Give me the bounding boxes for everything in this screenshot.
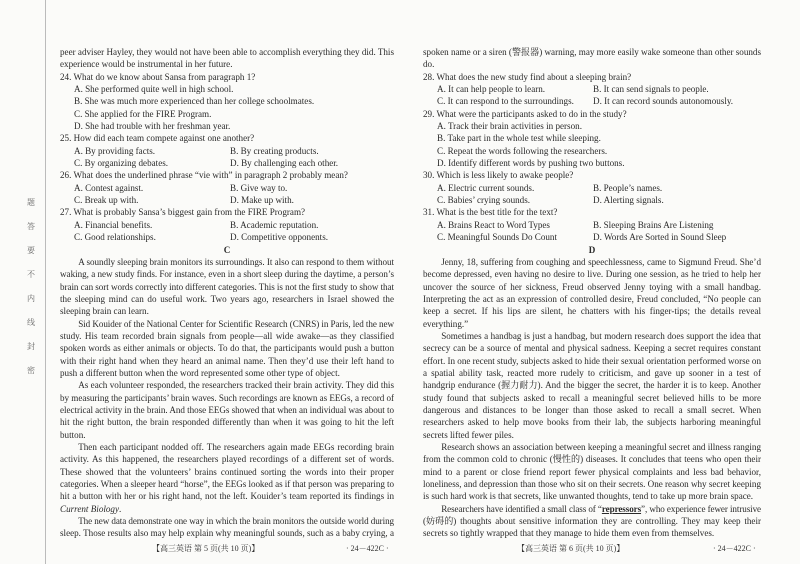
paragraph-line: a spatial ability task, reacted more rudely to criticism, and gave up sooner in a test of bbox=[423, 367, 761, 378]
answer-option: A. It can help people to learn. bbox=[437, 84, 546, 95]
option-row bbox=[423, 95, 761, 107]
question-stem: 27. What is probably Sansa’s biggest gain from the FIRE Program? bbox=[60, 207, 306, 218]
answer-option: A. Contest against. bbox=[74, 182, 144, 193]
answer-option: C. She applied for the FIRE Program. bbox=[74, 108, 212, 119]
paragraph-line: The new data demonstrate one way in which the brain monitors the outside world during bbox=[78, 516, 394, 527]
paragraph-line: Jenny, 18, suffering from coughing and speechlessness, came to Sigmund Freud. She’d bbox=[441, 256, 761, 267]
paragraph bbox=[423, 441, 761, 503]
page-6-column bbox=[423, 46, 761, 540]
paragraph-line: These showed that the volunteers’ brains continued sorting the words into their proper bbox=[60, 466, 394, 477]
question-stem: 26. What does the underlined phrase “vie with” in paragraph 2 probably mean? bbox=[60, 170, 348, 181]
paragraph bbox=[60, 441, 394, 515]
paragraph-line: Sometimes a handbag is just a handbag, but modern research does support the idea that bbox=[441, 330, 761, 341]
paragraph-line: Sid Kouider of the National Center for Scientific Research (CNRS) in Paris, led the new bbox=[78, 318, 394, 329]
question bbox=[423, 71, 761, 108]
paragraph bbox=[423, 503, 761, 540]
paragraph-line: from the common cold to chronic (慢性的) diseases. It concludes that teens who open their bbox=[423, 454, 761, 465]
question-stem: 28. What does the new study find about a sleeping brain? bbox=[423, 71, 632, 82]
answer-option: D. She had trouble with her freshman year. bbox=[74, 121, 231, 132]
answer-option: D. Competitive opponents. bbox=[230, 232, 329, 243]
paragraph-line: keep a secret. If his lips are silent, he chatters with his finger-tips; the details reveal bbox=[423, 306, 761, 317]
paragraph-line: hit the right button, the brain responded differently than when it was going to hit the left bbox=[60, 417, 394, 428]
paragraph-line: categories. When a sleeper heard “horse”, the EEGs looked as if that person was preparing to bbox=[60, 479, 394, 490]
paragraph-line: with their right hand when they heard an animal name. Then they’d use their left hand to bbox=[60, 355, 394, 366]
paragraph-line: effort. In one recent study, subjects asked to hide their sexual orientation performed worse on bbox=[423, 355, 761, 366]
paragraph-line: secrecy can be a source of mental and physical sadness. Keeping a secret requires constant bbox=[423, 343, 761, 354]
paragraph-line: dangerous and distances to be longer than those asked to recall a small secret. When bbox=[423, 404, 761, 415]
paragraph-line bbox=[60, 503, 394, 515]
question bbox=[60, 206, 394, 243]
paragraph bbox=[423, 330, 761, 441]
text-segment: ”, who experience fewer intrusive bbox=[641, 503, 761, 514]
page-5-column bbox=[60, 46, 394, 540]
answer-option: C. Meaningful Sounds Do Count bbox=[437, 232, 557, 243]
paragraph-line: everything.” bbox=[423, 318, 469, 329]
page-5-footer-code: · 24－422C · bbox=[346, 544, 389, 553]
answer-option: B. Take part in the whole test while sleeping. bbox=[437, 133, 601, 144]
answer-option: D. Identify different words by pushing two buttons. bbox=[437, 158, 625, 169]
question-stem: 31. What is the best title for the text? bbox=[423, 207, 558, 218]
paragraph-line: hit a button with her or his right hand, not the left. Kouider’s team reported its findings in bbox=[60, 491, 394, 502]
paragraph-line: spoken name or a siren (警报器) warning, may more easily wake someone than other sounds bbox=[423, 47, 761, 57]
answer-option: A. Financial benefits. bbox=[74, 219, 153, 230]
paragraph-line: As each volunteer responded, the researchers tracked their brain activity. They did this bbox=[78, 380, 394, 391]
binding-char: 答 bbox=[27, 222, 35, 231]
answer-option: B. It can send signals to people. bbox=[593, 84, 709, 95]
paragraph bbox=[423, 256, 761, 330]
answer-option: C. Babies’ crying sounds. bbox=[437, 195, 531, 206]
paragraph-line: mind to a parent or close friend report fewer physical complaints and less bad behavior, bbox=[423, 466, 761, 477]
paragraph-line: researchers asked to help move books from their lab, the subjects harboring meaningful bbox=[423, 417, 761, 428]
paragraph-line: study found that subjects asked to recall a meaningful secret believed hills to be more bbox=[423, 392, 761, 403]
paragraph-line: button. bbox=[60, 429, 86, 440]
paragraph-line: secrets so tightly wrapped that they manage to hide them even from themselves. bbox=[423, 528, 715, 539]
paragraph bbox=[60, 379, 394, 441]
answer-option: C. Break up with. bbox=[74, 195, 139, 206]
keyword-repressors: repressors bbox=[601, 503, 642, 514]
question-stem: 24. What do we know about Sansa from paragraph 1? bbox=[60, 71, 256, 82]
text-segment: Researchers have identified a small class of “ bbox=[441, 503, 602, 514]
paragraph-line: spoken words as either animals or objects. To do that, the participants would push a button bbox=[60, 343, 394, 354]
option-row bbox=[423, 219, 761, 231]
question bbox=[423, 169, 761, 206]
option-row bbox=[60, 219, 394, 231]
paragraph-line: sleep. Those results also may help explain why meaningful sounds, such as a baby crying, a bbox=[60, 528, 394, 539]
paragraph-line: is such hard work is that secrets, like unwanted thoughts, tend to take up more brain space. bbox=[423, 491, 754, 502]
option-row bbox=[60, 231, 394, 243]
binding-char: 线 bbox=[27, 318, 35, 327]
paragraph-line: become depressed, even having no desire to live. During one session, as he tried to help her bbox=[423, 269, 761, 280]
paragraph-line: do. bbox=[423, 59, 435, 70]
paragraph-line: push a different button when the word represented some other type of object. bbox=[60, 367, 340, 378]
option-row bbox=[60, 157, 394, 169]
paragraph-line: by measuring the participants’ brain waves. Such recordings are known as EEGs, a record of bbox=[60, 392, 394, 403]
paragraph bbox=[60, 256, 394, 318]
answer-option: B. By creating products. bbox=[230, 145, 319, 156]
paragraph-line: A soundly sleeping brain monitors its surroundings. It also can respond to them without bbox=[78, 256, 394, 267]
question-stem: 30. Which is less likely to awake people? bbox=[423, 170, 574, 181]
answer-option: A. By providing facts. bbox=[74, 145, 156, 156]
binding-char: 不 bbox=[27, 270, 35, 279]
paragraph-line: loneliness, and depression than those who sit on their secrets. One reason why secret keeping bbox=[423, 479, 761, 490]
paragraph-line: the sleeping mind can do useful work. Two years ago, researchers in Israel showed the bbox=[60, 293, 394, 304]
answer-option: C. Good relationships. bbox=[74, 232, 156, 243]
answer-option: C. By organizing debates. bbox=[74, 158, 169, 169]
section-heading: D bbox=[588, 244, 596, 255]
answer-option: A. She performed quite well in high school. bbox=[74, 84, 234, 95]
answer-option: B. She was much more experienced than her college schoolmates. bbox=[74, 96, 315, 107]
option-row bbox=[423, 182, 761, 194]
paragraph-line: waking, a new study finds. For instance, even in a short sleep during the daytime, a person’s bbox=[60, 269, 394, 280]
answer-option: A. Electric current sounds. bbox=[437, 182, 535, 193]
paragraph bbox=[60, 318, 394, 380]
binding-margin-line bbox=[45, 0, 46, 564]
answer-option: B. Academic reputation. bbox=[230, 219, 319, 230]
page-5-footer-title: 【高三英语 第 5 页(共 10 页)】 bbox=[152, 544, 260, 553]
question bbox=[60, 169, 394, 206]
paragraph-line: activity. As this happened, the researchers played recordings of a different set of words. bbox=[60, 454, 394, 465]
question bbox=[423, 108, 761, 170]
answer-option: D. Make up with. bbox=[230, 195, 294, 206]
question bbox=[60, 71, 394, 133]
answer-option: D. Alerting signals. bbox=[593, 195, 664, 206]
journal-title: Current Biology bbox=[60, 503, 120, 514]
paragraph-line: experience would be instrumental in her future. bbox=[60, 59, 233, 70]
paragraph-line: uncover the source of her sickness, Freud observed Jenny toying with a small handbag. bbox=[423, 281, 761, 292]
sealing-line-notice bbox=[24, 198, 38, 376]
option-row bbox=[60, 194, 394, 206]
binding-char: 要 bbox=[27, 246, 35, 255]
paragraph-line: electrical activity in the brain. And those EEGs showed that when an individual was about to bbox=[60, 404, 394, 415]
question bbox=[60, 132, 394, 169]
answer-option: A. Track their brain activities in person. bbox=[437, 121, 582, 132]
option-row bbox=[423, 194, 761, 206]
option-row bbox=[60, 182, 394, 194]
paragraph-line: sleeping brain can learn. bbox=[60, 306, 149, 317]
page-6-footer-title: 【高三英语 第 6 页(共 10 页)】 bbox=[517, 544, 625, 553]
text-segment: . bbox=[119, 503, 122, 514]
paragraph-line: peer adviser Hayley, they would not have been able to accomplish everything they did. This bbox=[60, 47, 394, 57]
binding-char: 内 bbox=[27, 294, 35, 303]
option-row bbox=[60, 145, 394, 157]
answer-option: A. Brains React to Word Types bbox=[437, 219, 550, 230]
paragraph-line: brain can sort words correctly into different categories. This is not the first study to show that bbox=[60, 281, 394, 292]
paragraph-line: Research shows an association between keeping a meaningful secret and illness ranging bbox=[441, 442, 761, 452]
paragraph bbox=[60, 515, 394, 540]
page-6-footer-code: · 24－422C · bbox=[713, 544, 756, 553]
paragraph bbox=[60, 46, 394, 71]
option-row bbox=[423, 231, 761, 243]
answer-option: D. It can record sounds autonomously. bbox=[593, 96, 734, 107]
paragraph-line: (妨碍的) thoughts about sensitive information they are controlling. They may keep their bbox=[423, 516, 761, 527]
question-stem: 25. How did each team compete against one another? bbox=[60, 133, 255, 144]
paragraph-line: study. His team recorded brain signals from people—all wide awake—as they classified bbox=[60, 330, 394, 341]
question bbox=[423, 206, 761, 243]
paragraph-line: Then each participant nodded off. The researchers again made EEGs recording brain bbox=[78, 442, 394, 452]
binding-char: 密 bbox=[27, 366, 35, 375]
answer-option: B. Sleeping Brains Are Listening bbox=[593, 219, 714, 230]
paragraph bbox=[423, 46, 761, 71]
binding-char: 题 bbox=[27, 198, 35, 207]
answer-option: C. It can respond to the surroundings. bbox=[437, 96, 574, 107]
paragraph-line: secrets lifted fewer piles. bbox=[423, 429, 514, 440]
answer-option: B. People’s names. bbox=[593, 182, 663, 193]
question-stem: 29. What were the participants asked to do in the study? bbox=[423, 108, 627, 119]
answer-option: D. By challenging each other. bbox=[230, 158, 339, 169]
paragraph-line bbox=[423, 503, 761, 515]
paragraph-line: Interpreting the act as an expression of controlled desire, Freud concluded, “No people can bbox=[423, 293, 761, 304]
binding-char: 封 bbox=[27, 342, 35, 351]
paragraph-line: handgrip endurance (握力耐力). And the bigger the secret, the harder it is to keep. Another bbox=[423, 380, 761, 391]
answer-option: D. Words Are Sorted in Sound Sleep bbox=[593, 232, 727, 243]
section-heading: C bbox=[223, 244, 231, 255]
answer-option: B. Give way to. bbox=[230, 182, 288, 193]
option-row bbox=[423, 83, 761, 95]
answer-option: C. Repeat the words following the researchers. bbox=[437, 145, 608, 156]
